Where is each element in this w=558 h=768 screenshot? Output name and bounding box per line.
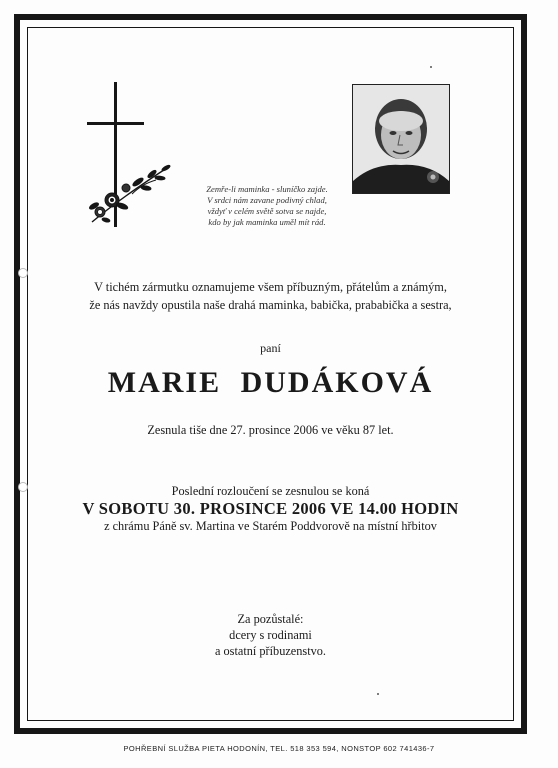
mourners-block	[27, 611, 514, 659]
farewell-date: V SOBOTU 30. PROSINCE 2006 VE 14.00 HODIN	[82, 499, 459, 518]
rose-branch-icon	[89, 164, 171, 222]
poem-line: vždyť v celém světě sotva se najde,	[207, 206, 327, 216]
announcement-line-2: že nás navždy opustila naše drahá maminka, babička, prababička a sestra,	[89, 298, 452, 312]
scan-speck	[430, 66, 432, 68]
mourners-line: dcery s rodinami	[229, 628, 312, 642]
farewell-place: z chrámu Páně sv. Martina ve Starém Poddvorově na místní hřbitov	[104, 519, 437, 533]
title-word: paní	[260, 341, 281, 355]
mourners-line: a ostatní příbuzenstvo.	[215, 644, 326, 658]
portrait-photo	[352, 84, 450, 194]
poem-line: Zemře-li maminka - sluníčko zajde.	[206, 184, 328, 194]
farewell-intro: Poslední rozloučení se zesnulou se koná	[171, 484, 370, 498]
announcement-text	[27, 278, 514, 314]
funeral-service-footer: POHŘEBNÍ SLUŽBA PIETA HODONÍN, TEL. 518 353 594, NONSTOP 602 741436-7	[123, 744, 435, 753]
poem-line: kdo by jak maminka uměl mít rád.	[208, 217, 326, 227]
mourners-heading: Za pozůstalé:	[237, 612, 304, 626]
deceased-name: MARIE DUDÁKOVÁ	[107, 366, 434, 399]
announcement-line-1: V tichém zármutku oznamujeme všem příbuzným, přátelům a známým,	[94, 280, 447, 294]
death-notice: Zesnula tiše dne 27. prosince 2006 ve věku 87 let.	[147, 423, 394, 437]
punch-hole-upper	[18, 268, 28, 278]
poem-line: V srdci nám zavane podivný chlad,	[207, 195, 327, 205]
memorial-poem	[182, 184, 352, 228]
portrait-drawing	[353, 85, 449, 193]
scan-speck	[377, 693, 379, 695]
cross-with-roses	[82, 82, 182, 232]
